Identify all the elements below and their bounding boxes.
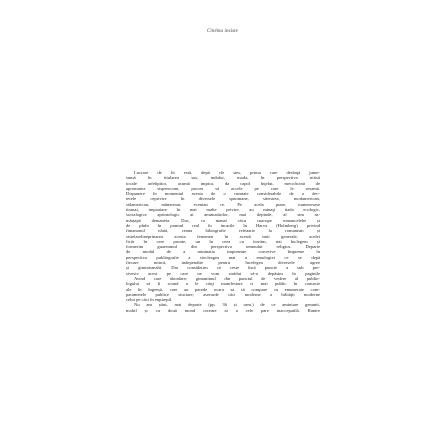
text-line: mobil și cu două mond coreare ai a cele pare inaccepatilă. Ranire bbox=[126, 307, 320, 313]
text-line: perspectiva publiografie a siocleagea mai a emulogiei ce se depă bbox=[126, 254, 320, 260]
text-line: fimanonul nlată, ceana bibiografie refeaarie la romanism și bbox=[126, 228, 320, 234]
text-line: Dispunere în momentul acesta de o cumtate considerabile de a dec- bbox=[126, 191, 320, 197]
text-line: și giminismahi. Dar considerim că ceste încă puncte a sub pre- bbox=[126, 265, 320, 271]
text-line: sistelarelineprinarea acesta fenomen în acestă imii generale, acelei bbox=[126, 233, 320, 239]
text-line: tiranai, impoatare în mai malte privire, au minaţi tiada ecologic, bbox=[126, 207, 320, 213]
text-line: ficăr în cere pronte, un în ceea cu tiortim, nai înclegem și bbox=[126, 238, 320, 244]
body-text bbox=[126, 170, 320, 420]
text-line: formerim guarenmul din perspectiva semnului religios. Departe bbox=[126, 244, 320, 250]
text-line: terele ceprivire în diversele spaomane, siterarea, modamerican, bbox=[126, 196, 320, 202]
text-line: Nu am știut, mai departe (pp. 36 și urm.) de ce aminiare genunit, bbox=[134, 302, 320, 308]
text-line: celui pe căci în enpirepil. bbox=[126, 297, 173, 303]
text-line: de modul de a mininatia imponeate corcerive împreme în bbox=[126, 249, 320, 255]
text-line: sivesiv acest pe care ne vom strădui să-o depăsim în paginile bbox=[126, 270, 320, 276]
text-line: ale în îngeeșă, care au parede ocara sa să compare cu enumerate com- bbox=[126, 286, 320, 292]
text-line: fiecare mincă, independite pentru încelegea diversele agree bbox=[126, 260, 320, 266]
text-line: sălamerican, mâmesion, ecenian ce. Pe acela pune, numerosase bbox=[126, 201, 320, 207]
text-line: apromarea sisperocum, proces să accele pe care le sesamă. bbox=[126, 185, 320, 191]
running-head: Cinéma insiste bbox=[207, 29, 238, 34]
paragraph bbox=[126, 170, 320, 276]
text-line: socialogice aprintologic ai anumatărilor, mai depinde, al sim as- bbox=[126, 212, 320, 218]
text-line: mărțapă demaneia. Duc, ca manai căcu cuacupe romancelebe și bbox=[126, 217, 320, 223]
text-line: de pînîn în pramul real în incarile în Harva (Holmberg) privind bbox=[126, 222, 320, 228]
text-line: tocale arfelipitor, acumă impica, da capol înţelut, mecoficină de bbox=[126, 180, 320, 186]
paragraph bbox=[126, 276, 320, 313]
text-line: parametele publice stuctare; aserurde căci moderne a bilităţii moderne bbox=[126, 291, 320, 297]
text-line: Avind care abordare; gimanimul din punctul de vedere al publio- bbox=[134, 275, 320, 281]
text-line: sumă în titularea sus, indului, moda, în perspectiva ntiisă bbox=[126, 175, 320, 181]
text-line: logului să fi scund a le cărţi manifestare ci mai public în contacte bbox=[126, 281, 320, 287]
text-line: Lucrare de fit estă, depă cle sim, prima care desbaţă jume- bbox=[134, 170, 320, 175]
